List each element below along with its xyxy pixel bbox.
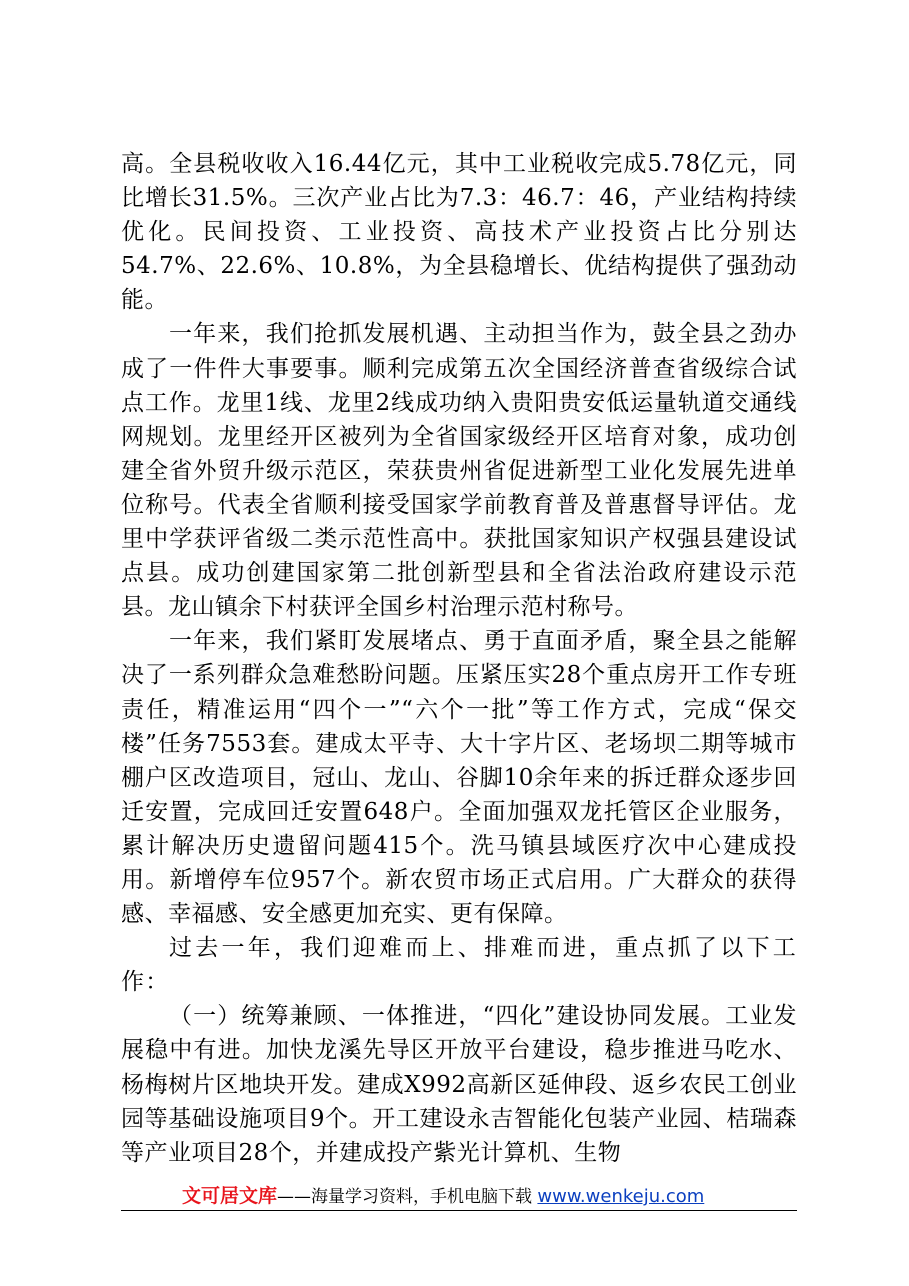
paragraph-1: 高。全县税收收入16.44亿元，其中工业税收完成5.78亿元，同比增长31.5%。三次产业占比为7.3：46.7：46，产业结构持续优化。民间投资、工业投资、高技术产业投资占比分别达54.7%、22.6%、10.8%，为全县稳增长、优结构提供了强劲动能。 — [121, 151, 797, 314]
footer-link[interactable]: www.wenkeju.com — [537, 1186, 705, 1207]
footer-tagline: ——海量学习资料，手机电脑下载 — [277, 1187, 533, 1207]
paragraph-2: 一年来，我们抢抓发展机遇、主动担当作为，鼓全县之劲办成了一件件大事要事。顺利完成第五次全国经济普查省级综合试点工作。龙里1线、龙里2线成功纳入贵阳贵安低运量轨道交通线网规划。龙里经开区被列为全省国家级经开区培育对象，成功创建全省外贸升级示范区，荣获贵州省促进新型工业化发展先进单位称号。代表全省顺利接受国家学前教育普及普惠督导评估。龙里中学获评省级二类示范性高中。获批国家知识产权强县建设试点县。成功创建国家第二批创新型县和全省法治政府建设示范县。龙山镇余下村获评全国乡村治理示范村称号。 — [121, 321, 797, 621]
footer-brand: 文可居文库 — [182, 1185, 278, 1207]
paragraph-5: （一）统筹兼顾、一体推进，“四化”建设协同发展。工业发展稳中有进。加快龙溪先导区开放平台建设，稳步推进马吃水、杨梅树片区地块开发。建成X992高新区延伸段、返乡农民工创业园等基础设施项目9个。开工建设永吉智能化包装产业园、桔瑞森等产业项目28个，并建成投产紫光计算机、生物 — [121, 1003, 797, 1166]
paragraph-4: 过去一年，我们迎难而上、排难而进，重点抓了以下工作： — [121, 935, 797, 996]
page-footer — [182, 1183, 782, 1209]
paragraph-3: 一年来，我们紧盯发展堵点、勇于直面矛盾，聚全县之能解决了一系列群众急难愁盼问题。压紧压实28个重点房开工作专班责任，精准运用“四个一”“六个一批”等工作方式，完成“保交楼”任务7553套。建成太平寺、大十字片区、老场坝二期等城市棚户区改造项目，冠山、龙山、谷脚10余年来的拆迁群众逐步回迁安置，完成回迁安置648户。全面加强双龙托管区企业服务，累计解决历史遗留问题415个。洗马镇县域医疗次中心建成投用。新增停车位957个。新农贸市场正式启用。广大群众的获得感、幸福感、安全感更加充实、更有保障。 — [121, 628, 797, 928]
document-body — [121, 147, 797, 1170]
footer-divider — [121, 1210, 797, 1211]
